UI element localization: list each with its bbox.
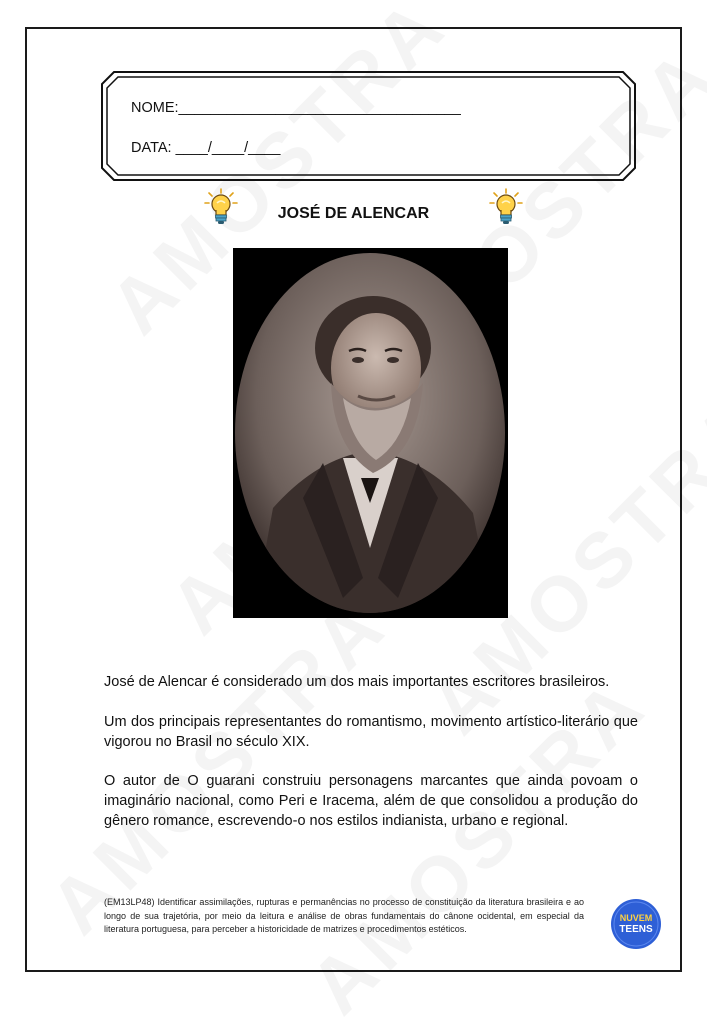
portrait-image [233,248,508,618]
name-line: ___________________________________ [178,100,461,116]
paragraph-2: Um dos principais representantes do romantismo, movimento artístico-literário que vigorou no Brasil no século XIX. [104,714,638,750]
date-field[interactable] [131,140,280,156]
octagon-frame [100,70,637,182]
paragraph-3: O autor de O guarani construiu personagens marcantes que ainda povoam o imaginário nacional, como Peri e Iracema, além de que consolidou a produção do gênero romance, escrevendo-o nos estilos indianista, urbano e regional. [104,773,638,829]
date-label: DATA: [131,140,172,156]
title-row [0,188,707,232]
name-field[interactable] [131,100,461,116]
author-portrait [233,248,508,618]
lightbulb-icon [488,188,524,228]
logo-line-1: NUVEM [619,913,653,923]
student-info-box [100,70,637,182]
name-label: NOME: [131,100,179,116]
date-line: ____/____/____ [175,140,281,156]
skill-description: (EM13LP48) Identificar assimilações, rupturas e permanências no processo de constituição da literatura brasileira e ao longo de sua trajetória, por meio da leitura e análise de obras fundamentais do cânone ocidental, em especial da literatura portuguesa, para perceber a historicidade de matrizes e procedimentos estéticos. [104,897,584,934]
page-title: JOSÉ DE ALENCAR [277,205,430,222]
nuvem-teens-logo [610,898,662,950]
paragraph-1: José de Alencar é considerado um dos mais importantes escritores brasileiros. [104,674,610,690]
logo-line-2: TEENS [619,924,653,935]
